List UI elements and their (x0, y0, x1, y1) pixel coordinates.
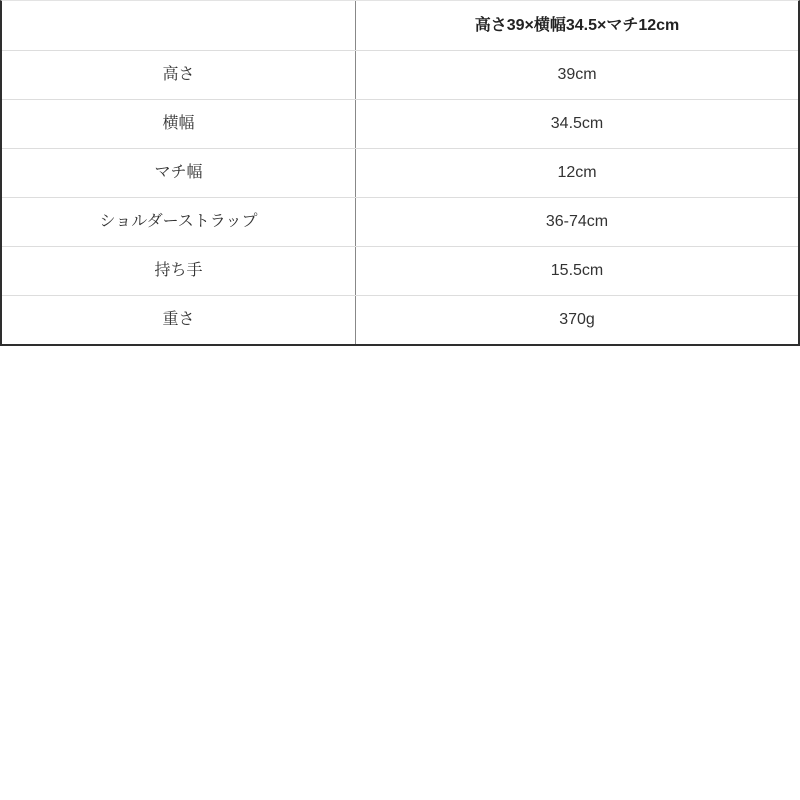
spec-value-cell: 12cm (557, 164, 597, 181)
spec-value-cell: 15.5cm (550, 262, 604, 279)
size-spec-table (0, 0, 800, 346)
spec-label-cell: マチ幅 (2, 149, 356, 197)
spec-label-cell: ショルダーストラップ (2, 198, 356, 246)
spec-value-cell: 36-74cm (545, 213, 609, 230)
table-header-row (2, 1, 798, 50)
spec-label-cell: 高さ (2, 51, 356, 99)
table-row (2, 148, 798, 197)
spec-label-cell: 横幅 (2, 100, 356, 148)
table-row (2, 197, 798, 246)
spec-value-cell: 34.5cm (550, 115, 604, 132)
spec-label-cell: 持ち手 (2, 247, 356, 295)
spec-value-cell: 39cm (557, 66, 597, 83)
table-row (2, 99, 798, 148)
header-label-cell (2, 1, 356, 50)
table-row (2, 295, 798, 344)
table-row (2, 246, 798, 295)
empty-area (0, 346, 800, 800)
spec-label-cell: 重さ (2, 296, 356, 344)
header-value-cell: 高さ39×横幅34.5×マチ12cm (474, 16, 680, 34)
table-row (2, 50, 798, 99)
spec-value-cell: 370g (559, 311, 595, 328)
